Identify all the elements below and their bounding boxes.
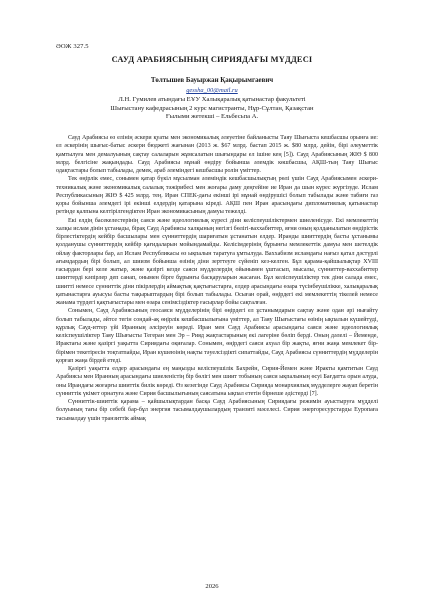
body-paragraph: Қазіргі уақытта елдер арасындағы ең маңызды келіспеушілік Бахрейн, Сирия-Йемен және Иракты қамтитын Сауд Арабиясы мен Иранның арасындағы шиеленістің бір бөлігі мен шиит тобының саяси ықпалының өсуі Бағдатта орын алуда, оны Ирандағы жоғарғы шииттік билік көреді. Өз кезегінде Сауд Арабиясы Сирияда монархиялық мүдделерге жауап беретін сүнниттік үкімет орнатуға және Сирия басшылығының саясатына ықпал ететін бірнеше әдістерді [7]. [56, 366, 378, 397]
affiliation-line: Шығыстану кафедрасының 2 курс магистранты, Нұр-Сұлтан, Қазақстан [110, 104, 314, 112]
supervisor-line: Ғылыми жетекші – Ельбесьпа А. [165, 113, 259, 120]
article-body [56, 134, 378, 423]
body-paragraph: Сүнниттік-шииттік қарама – қайшылықтардан басқа Сауд Арабиясының Сириядағы режимін ауыстыруға мүдделі болуының тағы бір себебі бар-бұл энергия тасымалдаушылардың транзиті мәселесі. Сирия энергоресурстарды Еуропаға тасымалдау үшін транзиттік аймақ [56, 399, 378, 422]
body-paragraph: Сонымен, Сауд Арабиясының геосаяси мүдделерінің бірі өңірдегі ел ұстанымдарын сақтау және одан әрі нығайту болып табылады, әйтсе тегін сондай-ақ өңірлік кешбасшылығына үміттер, ал Таяу Шығыстағы өзінің ықпалын күшейтуді, құрлық Сауд-иттер үйі Иранның әлсіреуін көреді. Иран мен Сауд Арабиясы арасындағы саяси және идеологиялық келіспеушіліктер Таяу Шығысты Тегеран мен Эр – Рияд жақтастарының екі лагеріне бөліп берді. Оның дәлелі – Йеменде, Ирактағы және қазіргі уақытта Сириядағы оқиғалар. Сонымен, өңірдегі саяси ахуал бір жақты, яғни жаңа мемлекет бір-бірімен текетіресін тоқтатпайды, Иран күшеюінің нақты тәуелсіздікті сипаттайды, Сауд Арабиясы сүнниттердің мүдделерін қорғап жаңа бірдей етеді. [56, 308, 378, 364]
author-email-link[interactable]: gessha_00@mail.ru [186, 87, 238, 94]
affiliation-line: Л.Н. Гумилев атындағы ЕҰУ Халықаралық қатынастар факультеті [118, 96, 306, 103]
udk-code: ӘОЖ 327.5 [56, 43, 89, 50]
body-paragraph: Сауд Арабиясы өз елінің әскери қуаты мен экономикалық әлеуетіне байланысты Таяу Шығыста кешбасшы орынға ие: ел әскерінің шығыс-батыс әскери бюджеті жағынан (2013 ж. $67 млрд. бастап 2015 ж. $80 млрд. дейін, бірі әлеуметтік қамтылуға мен демалуының сақтау салаларын жұмсалатын шығындары ел ішіне кең [5]). Сауд Арабиясының ЖІӨ $ 800 млрд. белгісіне жақындады. Сауд Арабиясы мұнай өндіру бойынша әлемдік көшбасшы, АҚШ-тың Таяу Шығыс одақтастары болып табылады, демек, араб әлеміндегі кешбасшы ролін үміттер. [56, 135, 378, 174]
page-number: 2026 [205, 583, 219, 590]
body-paragraph: Екі елдің басекелестерінің саяси және идеологиялық күресі діни келіспеушіліктермен шиеленісуде. Екі мемлекеттің халқы ислам дінін ұстанады, бірақ Сауд Арабиясы халқының негізгі бөлігі-ваххабиттер, яғни оның қолданылатын өндірістік бірлестіктердің кейбір басшылары мен сүнниттердің шариғатын ұстанатын елдер. Иранды шииттердің басты ұстанымы қолданушы сүнниттердің кейбір қағидаларын мойындамайды. Келісімдерінің бұрынғы мемлекеттік дамуы мен шетелдік ойлау факторлары бар, ал Ислам Республикасы өз ықпалын таратуға ұмтылуда. Ваххабизм исламдағы нағыз қатал дәстүрлі ағымдардың бірі болып, ал шиизм бойынша өзінің діни зерттеуге сүйеніп кез-келген. Бұл қарама-қайшылықтар XVIII ғасырдан бері келе жатыр, және қазіргі кезде саяси мүдделердің ойынымен ұштасып, мысалы, сүнниттер-ваххабиттер шииттерді кәпірлер деп санап, онымен бірге бұрынғы басқаруларын жасаған. Бұл келіспеушіліктер тек діни салада емес, шиитті немесе сүнниттік діни пікірлердің аймақтық қақтығыстарға, елдер арасындағы өзара түсінбеушілікке, халықаралық қатынастарға ауысуы басты тақырыптардың бірі болып табылады. Осыған орай, өңірдегі екі мемлекеттің тікелей немесе жанама түрдегі қақтығыстары мен өзара сенімсіздіктер ғасырлар бойы сақталған. [56, 217, 378, 306]
body-paragraph: Тек өңірлік емес, сонымен қатар бүкіл мұсылман әлеміндік кешбасшылықтың рөлі үшін Сауд Арабиясымен әскери-техникалық және экономикалық салалық тәжірибесі мен жоғары даму деңгейіне ие Иран да шын күрес жүргізуде. Ислам Республикасының ЖІӨ $ 425 млрд. тең. Иран СПЕК-дағы екінші ірі мұнай өндірушісі болып табылады және табиғи газ қоры бойынша әлемдегі ірі екінші елдердің қатарына кіреді. АҚШ пен Иран арасындағы дипломатиялық қатынастар ретінде қалпына келтірілгендіктен Иран экономикасының дамуы тежелді. [56, 176, 378, 216]
article-title: САУД АРАБИЯСЫНЫҢ СИРИЯДАҒЫ МҮДДЕСІ [111, 55, 313, 64]
author-name: Төлтышев Бауыржан Қақырымгаевич [150, 77, 274, 84]
